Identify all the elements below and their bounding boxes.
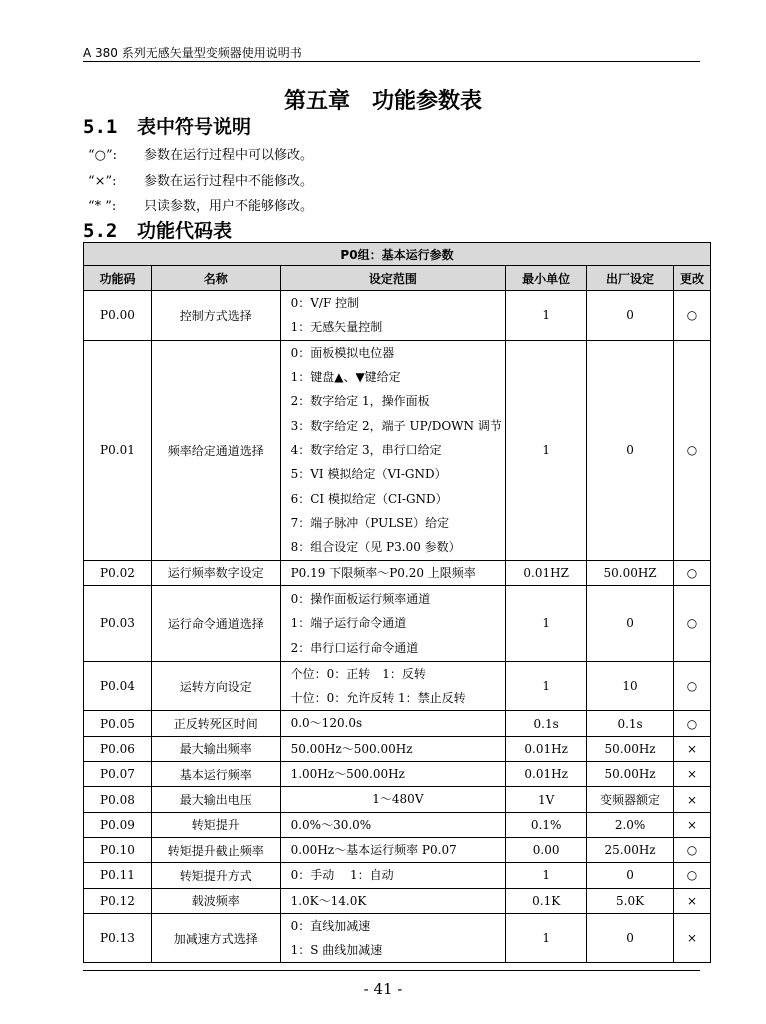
table-row bbox=[84, 913, 711, 963]
cell-min-unit: 0.01HZ bbox=[506, 560, 587, 585]
cell-change-flag: ○ bbox=[674, 837, 711, 862]
cell-code: P0.12 bbox=[84, 888, 152, 913]
cell-range bbox=[280, 560, 506, 585]
cell-default: 50.00Hz bbox=[587, 762, 674, 787]
cell-name: 控制方式选择 bbox=[151, 291, 280, 341]
document-header-title: A 380 系列无感矢量型变频器使用说明书 bbox=[83, 46, 302, 60]
header-divider bbox=[83, 61, 700, 62]
range-option: 3：数字给定 2，端子 UP/DOWN 调节 bbox=[290, 418, 502, 433]
symbol-line bbox=[88, 144, 313, 163]
cell-default: 0 bbox=[587, 585, 674, 661]
column-header-unit: 最小单位 bbox=[506, 266, 587, 291]
cell-code: P0.11 bbox=[84, 863, 152, 888]
cell-range bbox=[280, 812, 506, 837]
cell-default: 0 bbox=[587, 340, 674, 560]
range-option: 1：端子运行命令通道 bbox=[290, 616, 407, 631]
cell-name: 加减速方式选择 bbox=[151, 913, 280, 963]
parameter-table bbox=[83, 242, 711, 963]
range-option: 0：操作面板运行频率通道 bbox=[290, 591, 431, 606]
section-heading-5-1 bbox=[83, 112, 251, 139]
range-option: 个位：0：正转 1：反转 bbox=[290, 666, 426, 681]
cell-range bbox=[280, 711, 506, 736]
table-row bbox=[84, 560, 711, 585]
cell-range bbox=[280, 837, 506, 862]
cell-min-unit: 0.01Hz bbox=[506, 762, 587, 787]
footer-divider bbox=[83, 970, 700, 971]
cell-min-unit: 1 bbox=[506, 291, 587, 341]
range-option: 0：手动 1：自动 bbox=[290, 868, 394, 883]
cell-name: 频率给定通道选择 bbox=[151, 340, 280, 560]
range-option: 6：CI 模拟给定（CI-GND） bbox=[290, 491, 448, 506]
range-option: 4：数字给定 3，串行口给定 bbox=[290, 442, 442, 457]
cell-min-unit: 1 bbox=[506, 661, 587, 711]
cell-name: 运行命令通道选择 bbox=[151, 585, 280, 661]
column-header-name: 名称 bbox=[151, 266, 280, 291]
table-row bbox=[84, 837, 711, 862]
cell-code: P0.09 bbox=[84, 812, 152, 837]
cell-change-flag: ○ bbox=[674, 340, 711, 560]
range-option: 1.0K～14.0K bbox=[290, 893, 367, 908]
column-header-code: 功能码 bbox=[84, 266, 152, 291]
cell-min-unit: 1 bbox=[506, 340, 587, 560]
section-title: 表中符号说明 bbox=[137, 116, 252, 138]
cell-default: 0 bbox=[587, 863, 674, 888]
cell-code: P0.07 bbox=[84, 762, 152, 787]
range-option: 0：V/F 控制 bbox=[290, 296, 360, 310]
cell-name: 运行频率数字设定 bbox=[151, 560, 280, 585]
table-row bbox=[84, 291, 711, 341]
cell-min-unit: 1 bbox=[506, 863, 587, 888]
chapter-title: 第五章 功能参数表 bbox=[283, 89, 482, 114]
cell-code: P0.03 bbox=[84, 585, 152, 661]
range-option: 5：VI 模拟给定（VI-GND） bbox=[290, 467, 447, 482]
cell-min-unit: 1 bbox=[506, 585, 587, 661]
range-option: 0：面板模拟电位器 bbox=[290, 345, 395, 360]
table-row bbox=[84, 340, 711, 560]
cell-change-flag: × bbox=[674, 762, 711, 787]
cell-code: P0.13 bbox=[84, 913, 152, 963]
column-header-range: 设定范围 bbox=[280, 266, 506, 291]
cell-default: 50.00Hz bbox=[587, 736, 674, 761]
symbol-description: 只读参数，用户不能够修改。 bbox=[144, 199, 314, 214]
table-row bbox=[84, 736, 711, 761]
range-option: 1：无感矢量控制 bbox=[290, 320, 383, 335]
cell-change-flag: ○ bbox=[674, 585, 711, 661]
range-option: 8：组合设定（见 P3.00 参数） bbox=[290, 540, 461, 555]
table-header-row bbox=[84, 266, 711, 291]
table-row bbox=[84, 711, 711, 736]
cell-code: P0.01 bbox=[84, 340, 152, 560]
cell-min-unit: 0.00 bbox=[506, 837, 587, 862]
range-option: 十位：0：允许反转 1：禁止反转 bbox=[290, 691, 466, 706]
cell-name: 运转方向设定 bbox=[151, 661, 280, 711]
cell-default: 50.00HZ bbox=[587, 560, 674, 585]
range-option: 1～480V bbox=[372, 792, 424, 807]
table-row bbox=[84, 661, 711, 711]
cell-code: P0.10 bbox=[84, 837, 152, 862]
cell-name: 正反转死区时间 bbox=[151, 711, 280, 736]
range-option: 0.0～120.0s bbox=[290, 716, 363, 731]
symbol-line bbox=[88, 195, 313, 214]
cell-range bbox=[280, 585, 506, 661]
cell-name: 基本运行频率 bbox=[151, 762, 280, 787]
range-option: 2：串行口运行命令通道 bbox=[290, 640, 419, 655]
section-title: 功能代码表 bbox=[137, 220, 233, 242]
cell-code: P0.00 bbox=[84, 291, 152, 341]
cell-code: P0.06 bbox=[84, 736, 152, 761]
cell-default: 10 bbox=[587, 661, 674, 711]
range-option: 1：键盘▲、▼键给定 bbox=[290, 370, 401, 385]
section-number: 5.2 bbox=[83, 220, 118, 242]
cell-name: 载波频率 bbox=[151, 888, 280, 913]
cell-default: 0.1s bbox=[587, 711, 674, 736]
cell-min-unit: 0.1s bbox=[506, 711, 587, 736]
table-row bbox=[84, 812, 711, 837]
page-number: - 41 - bbox=[363, 980, 403, 998]
cell-change-flag: × bbox=[674, 913, 711, 963]
cell-change-flag: ○ bbox=[674, 291, 711, 341]
symbol-description: 参数在运行过程中不能修改。 bbox=[144, 174, 314, 189]
cell-change-flag: × bbox=[674, 888, 711, 913]
cell-change-flag: ○ bbox=[674, 661, 711, 711]
table-row bbox=[84, 863, 711, 888]
section-number: 5.1 bbox=[83, 116, 118, 138]
section-heading-5-2 bbox=[83, 216, 232, 243]
range-option: 1：S 曲线加减速 bbox=[290, 943, 383, 958]
cell-default: 0 bbox=[587, 913, 674, 963]
cell-default: 2.0% bbox=[587, 812, 674, 837]
cell-default: 5.0K bbox=[587, 888, 674, 913]
cell-code: P0.08 bbox=[84, 787, 152, 812]
cell-change-flag: × bbox=[674, 736, 711, 761]
cell-name: 转矩提升截止频率 bbox=[151, 837, 280, 862]
symbol-mark: “* ”: bbox=[88, 199, 117, 214]
symbol-line bbox=[88, 170, 313, 189]
cell-min-unit: 0.1K bbox=[506, 888, 587, 913]
cell-change-flag: ○ bbox=[674, 560, 711, 585]
cell-change-flag: × bbox=[674, 812, 711, 837]
table-row bbox=[84, 762, 711, 787]
cell-name: 最大输出电压 bbox=[151, 787, 280, 812]
range-option: 2：数字给定 1，操作面板 bbox=[290, 394, 430, 409]
cell-name: 转矩提升方式 bbox=[151, 863, 280, 888]
cell-default: 0 bbox=[587, 291, 674, 341]
cell-min-unit: 1 bbox=[506, 913, 587, 963]
cell-range bbox=[280, 736, 506, 761]
cell-code: P0.02 bbox=[84, 560, 152, 585]
cell-range bbox=[280, 661, 506, 711]
cell-default: 25.00Hz bbox=[587, 837, 674, 862]
range-option: 0：直线加减速 bbox=[290, 918, 371, 933]
symbol-mark: “×”: bbox=[88, 174, 117, 189]
cell-range bbox=[280, 762, 506, 787]
table-row bbox=[84, 787, 711, 812]
cell-code: P0.04 bbox=[84, 661, 152, 711]
cell-range bbox=[280, 913, 506, 963]
range-option: 0.0%～30.0% bbox=[290, 817, 372, 832]
cell-range bbox=[280, 787, 506, 812]
range-option: 0.00Hz～基本运行频率 P0.07 bbox=[290, 842, 457, 857]
range-option: 7：端子脉冲（PULSE）给定 bbox=[290, 515, 450, 530]
cell-change-flag: ○ bbox=[674, 863, 711, 888]
range-option: 1.00Hz～500.00Hz bbox=[290, 767, 405, 782]
cell-change-flag: × bbox=[674, 787, 711, 812]
cell-name: 最大输出频率 bbox=[151, 736, 280, 761]
cell-change-flag: ○ bbox=[674, 711, 711, 736]
table-group-title: P0组：基本运行参数 bbox=[84, 243, 711, 266]
cell-min-unit: 0.1% bbox=[506, 812, 587, 837]
cell-range bbox=[280, 291, 506, 341]
table-row bbox=[84, 888, 711, 913]
table-row bbox=[84, 585, 711, 661]
column-header-change: 更改 bbox=[674, 266, 711, 291]
cell-min-unit: 1V bbox=[506, 787, 587, 812]
cell-min-unit: 0.01Hz bbox=[506, 736, 587, 761]
cell-range bbox=[280, 863, 506, 888]
cell-range bbox=[280, 340, 506, 560]
range-option: 50.00Hz～500.00Hz bbox=[290, 741, 413, 756]
cell-range bbox=[280, 888, 506, 913]
symbol-mark: “○”: bbox=[88, 148, 118, 163]
column-header-default: 出厂设定 bbox=[587, 266, 674, 291]
range-option: P0.19 下限频率～P0.20 上限频率 bbox=[290, 565, 476, 580]
cell-name: 转矩提升 bbox=[151, 812, 280, 837]
cell-default: 变频器额定 bbox=[587, 787, 674, 812]
symbol-description: 参数在运行过程中可以修改。 bbox=[144, 148, 314, 163]
cell-code: P0.05 bbox=[84, 711, 152, 736]
